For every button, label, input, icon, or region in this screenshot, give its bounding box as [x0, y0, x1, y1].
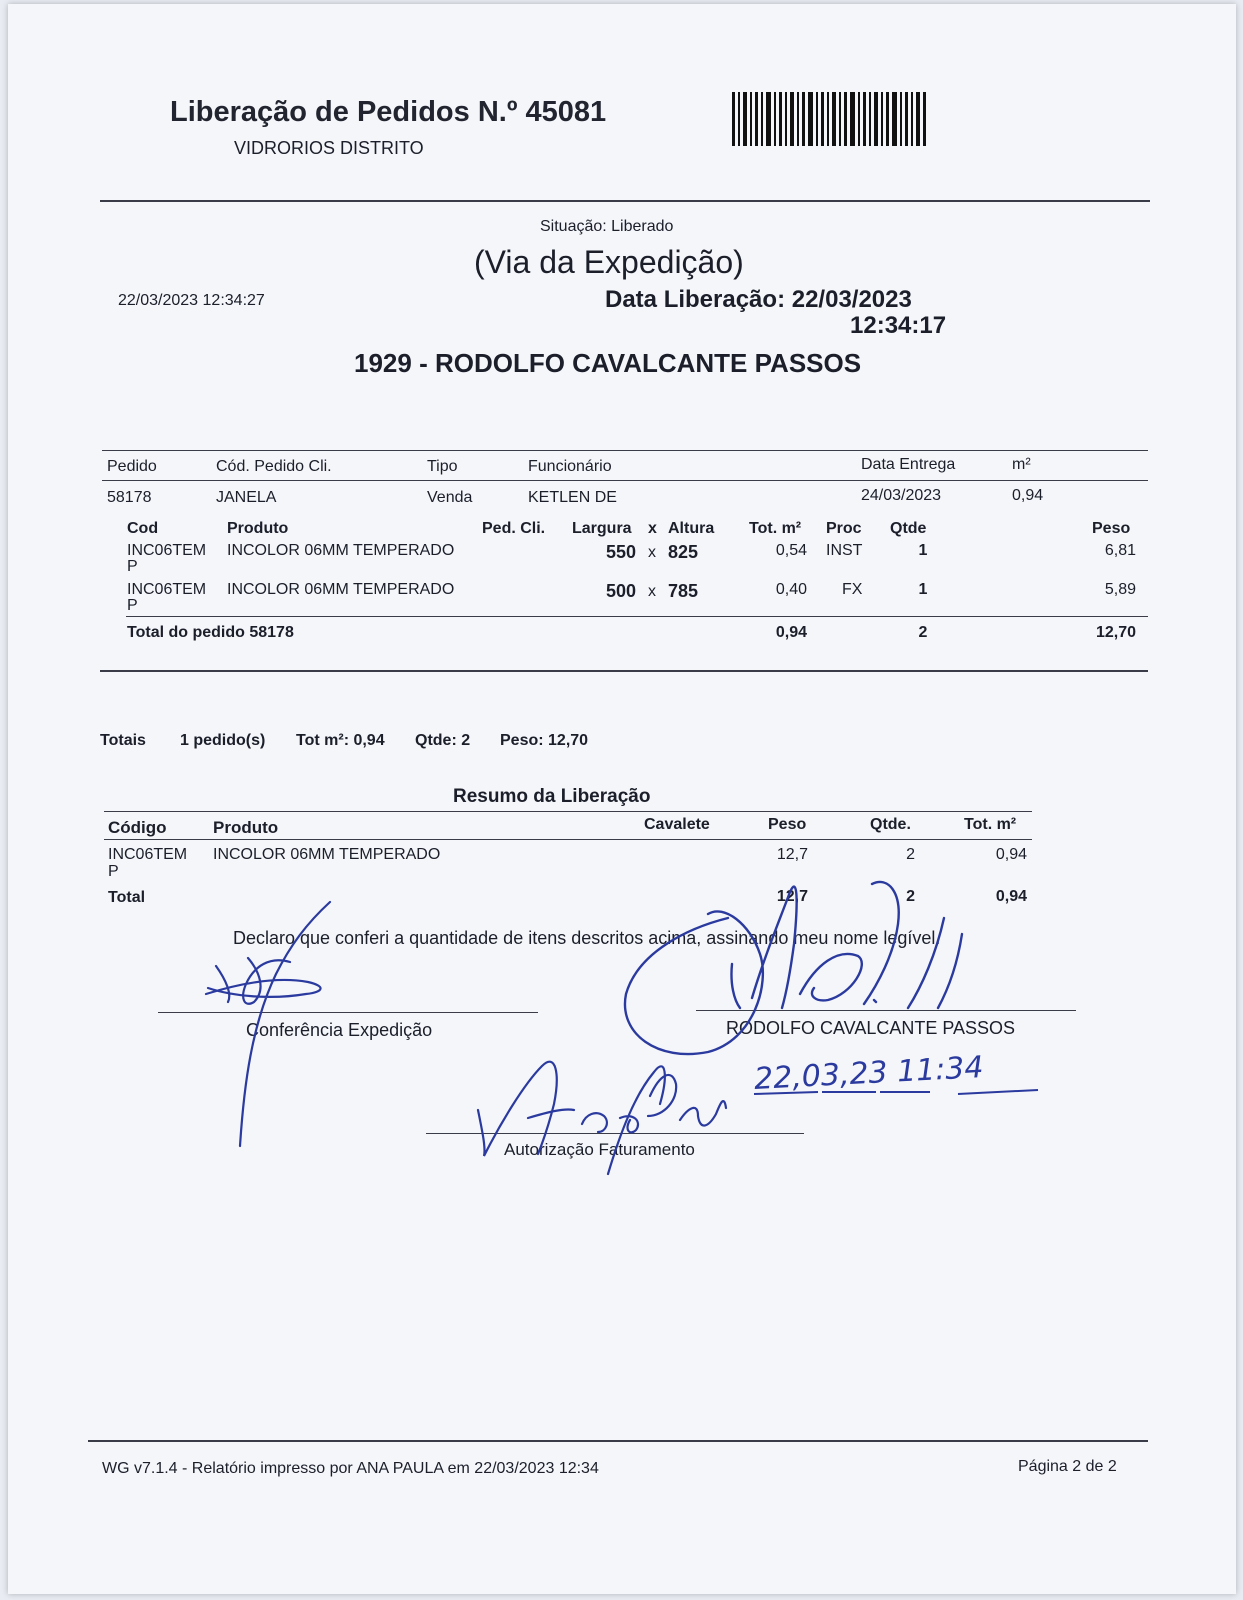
summary-header-rule — [104, 839, 1032, 840]
totals-label: Totais — [100, 732, 146, 749]
item-tot-m2: 0,40 — [775, 581, 807, 598]
col-peso: Peso — [1092, 520, 1131, 537]
summary-codigo-cont: P — [108, 863, 119, 880]
footer-divider — [88, 1440, 1148, 1442]
totals-qtde: Qtde: 2 — [415, 732, 471, 749]
printed-timestamp: 22/03/2023 12:34:27 — [118, 292, 265, 309]
col-qtde: Qtde — [890, 520, 927, 537]
document-page — [8, 4, 1236, 1594]
signature-line-conferencia — [158, 1012, 538, 1013]
col-altura: Altura — [668, 520, 715, 537]
item-proc: FX — [842, 581, 863, 598]
client-name: 1929 - RODOLFO CAVALCANTE PASSOS — [354, 348, 862, 378]
col-tot-m2: Tot. m² — [749, 520, 802, 537]
col-pedido: Pedido — [107, 458, 157, 475]
summary-peso: 12,7 — [776, 846, 808, 863]
totals-peso: Peso: 12,70 — [500, 732, 589, 749]
item-proc: INST — [826, 542, 863, 559]
item-cod: INC06TEM — [127, 581, 207, 598]
col-x: x — [648, 520, 657, 537]
summary-top-rule — [104, 811, 1032, 812]
signature-label-autorizacao: Autorização Faturamento — [504, 1140, 695, 1159]
col-tipo: Tipo — [427, 458, 458, 475]
summary-total-label: Total — [108, 889, 146, 906]
release-date: Data Liberação: 22/03/2023 — [605, 286, 912, 313]
items-total-m2: 0,94 — [775, 624, 807, 641]
col-proc: Proc — [826, 520, 862, 537]
signature-label-client: RODOLFO CAVALCANTE PASSOS — [726, 1018, 1016, 1038]
col-ped-cli: Ped. Cli. — [482, 520, 546, 537]
order-funcionario: KETLEN DE — [528, 489, 617, 506]
col-cod-pedido-cli: Cód. Pedido Cli. — [216, 458, 332, 475]
document-title: Liberação de Pedidos N.º 45081 — [170, 96, 607, 128]
summary-produto: INCOLOR 06MM TEMPERADO — [213, 846, 441, 863]
item-altura: 785 — [668, 581, 699, 601]
totals-pedidos: 1 pedido(s) — [180, 732, 266, 749]
footer-printed-by: WG v7.1.4 - Relatório impresso por ANA PAULA em 22/03/2023 12:34 — [102, 1460, 599, 1477]
col-funcionario: Funcionário — [528, 458, 612, 475]
item-qtde: 1 — [918, 542, 928, 559]
summary-tot-m2: 0,94 — [995, 846, 1027, 863]
col-data-entrega: Data Entrega — [861, 456, 956, 473]
order-m2: 0,94 — [1012, 487, 1044, 504]
summary-col-peso: Peso — [768, 816, 807, 833]
item-largura: 500 — [605, 581, 636, 601]
item-cod: INC06TEM — [127, 542, 207, 559]
item-produto: INCOLOR 06MM TEMPERADO — [227, 581, 455, 598]
summary-col-qtde: Qtde. — [870, 816, 911, 833]
item-peso: 6,81 — [1104, 542, 1136, 559]
summary-col-produto: Produto — [213, 818, 279, 837]
summary-qtde: 2 — [906, 846, 915, 863]
order-tipo: Venda — [427, 489, 473, 506]
footer-page-number: Página 2 de 2 — [1018, 1458, 1117, 1475]
signature-label-conferencia: Conferência Expedição — [246, 1020, 433, 1040]
company-name: VIDRORIOS DISTRITO — [234, 138, 424, 158]
items-total-rule — [126, 616, 1148, 617]
barcode-icon — [732, 92, 926, 146]
item-qtde: 1 — [918, 581, 928, 598]
handwritten-date: 22,03,23 11:34 — [753, 1050, 985, 1097]
signature-line-autorizacao — [426, 1133, 804, 1134]
order-table-top-rule — [102, 450, 1148, 451]
summary-col-cavalete: Cavalete — [644, 816, 710, 833]
order-section-end-rule — [100, 670, 1148, 672]
item-altura: 825 — [668, 542, 699, 562]
order-data-entrega: 24/03/2023 — [861, 487, 942, 504]
items-total-peso: 12,70 — [1095, 624, 1136, 641]
declaration-text: Declaro que conferi a quantidade de itens descritos acima, assinando meu nome legível. — [233, 928, 941, 948]
summary-total-m2: 0,94 — [995, 888, 1027, 905]
col-largura: Largura — [572, 520, 632, 537]
status-text: Situação: Liberado — [540, 218, 674, 235]
item-largura: 550 — [605, 542, 636, 562]
items-total-qtde: 2 — [918, 624, 928, 641]
release-time: 12:34:17 — [850, 312, 947, 339]
item-tot-m2: 0,54 — [775, 542, 807, 559]
col-produto: Produto — [227, 520, 289, 537]
summary-total-peso: 12,7 — [776, 888, 808, 905]
header-divider — [100, 200, 1150, 202]
item-peso: 5,89 — [1104, 581, 1136, 598]
summary-total-qtde: 2 — [906, 888, 915, 905]
item-x: x — [648, 544, 656, 561]
item-cod-cont: P — [127, 597, 138, 614]
items-total-label: Total do pedido 58178 — [127, 624, 294, 641]
item-x: x — [648, 583, 656, 600]
signature-line-client — [696, 1010, 1076, 1011]
item-cod-cont: P — [127, 558, 138, 575]
order-cod-cli: JANELA — [216, 489, 277, 506]
order-pedido: 58178 — [107, 489, 152, 506]
order-table-header-rule — [102, 480, 1148, 481]
summary-codigo: INC06TEM — [108, 846, 188, 863]
item-produto: INCOLOR 06MM TEMPERADO — [227, 542, 455, 559]
summary-title: Resumo da Liberação — [453, 786, 651, 807]
summary-col-codigo: Código — [108, 818, 167, 837]
col-cod: Cod — [127, 520, 159, 537]
via-title: (Via da Expedição) — [474, 244, 744, 280]
summary-col-tot-m2: Tot. m² — [964, 816, 1017, 833]
col-m2: m² — [1012, 456, 1031, 473]
totals-m2: Tot m²: 0,94 — [296, 732, 385, 749]
